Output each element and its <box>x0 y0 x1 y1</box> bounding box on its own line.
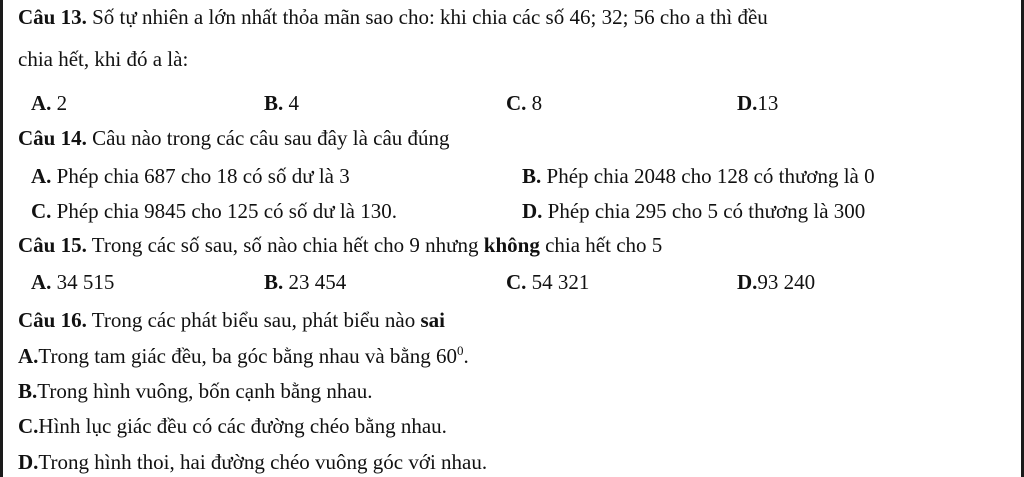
q13-option-d: D.13 <box>737 91 779 115</box>
q14-option-d: D. Phép chia 295 cho 5 có thương là 300 <box>522 199 866 223</box>
q16-emphasis: sai <box>420 308 445 332</box>
q16-text: Trong các phát biểu sau, phát biểu nào <box>86 308 421 332</box>
q13-option-c: C. 8 <box>506 91 543 115</box>
q13-stem-line2 <box>18 49 188 70</box>
q13-text1: Số tự nhiên a lớn nhất thỏa mãn sao cho: khi chia các số 46; 32; 56 cho a thì đều <box>86 5 768 29</box>
q14-option-c: C. Phép chia 9845 cho 125 có số dư là 130. <box>31 199 397 223</box>
q15-emphasis: không <box>483 233 540 257</box>
q13-option-a: A. 2 <box>31 91 68 115</box>
q15-text-a: Trong các số sau, số nào chia hết cho 9 nhưng <box>86 233 484 257</box>
q16-label: Câu 16. <box>18 308 87 332</box>
q15-stem <box>18 235 662 256</box>
q15-text-b: chia hết cho 5 <box>539 233 663 257</box>
q13-stem-line1 <box>18 7 768 28</box>
q15-label: Câu 15. <box>18 233 87 257</box>
left-border <box>0 0 3 477</box>
q15-option-b: B. 23 454 <box>264 270 347 294</box>
q13-label: Câu 13. <box>18 5 87 29</box>
q14-text: Câu nào trong các câu sau đây là câu đúng <box>86 126 450 150</box>
q14-stem <box>18 128 450 149</box>
q16-option-b: B.Trong hình vuông, bốn cạnh bằng nhau. <box>18 379 373 403</box>
q16-option-a: A.Trong tam giác đều, ba góc bằng nhau và bằng $60^0$. <box>18 343 469 368</box>
q15-option-d: D.93 240 <box>737 270 816 294</box>
q16-stem <box>18 310 445 331</box>
q14-option-a: A. Phép chia 687 cho 18 có số dư là 3 <box>31 164 350 188</box>
q15-option-a: A. 34 515 <box>31 270 115 294</box>
q15-option-c: C. 54 321 <box>506 270 590 294</box>
q14-label: Câu 14. <box>18 126 87 150</box>
q14-option-b: B. Phép chia 2048 cho 128 có thương là 0 <box>522 164 875 188</box>
q16-option-c: C.Hình lục giác đều có các đường chéo bằng nhau. <box>18 414 447 438</box>
q13-text2: chia hết, khi đó a là: <box>18 47 189 71</box>
q16-option-d: D.Trong hình thoi, hai đường chéo vuông góc với nhau. <box>18 450 488 474</box>
q13-option-b: B. 4 <box>264 91 300 115</box>
